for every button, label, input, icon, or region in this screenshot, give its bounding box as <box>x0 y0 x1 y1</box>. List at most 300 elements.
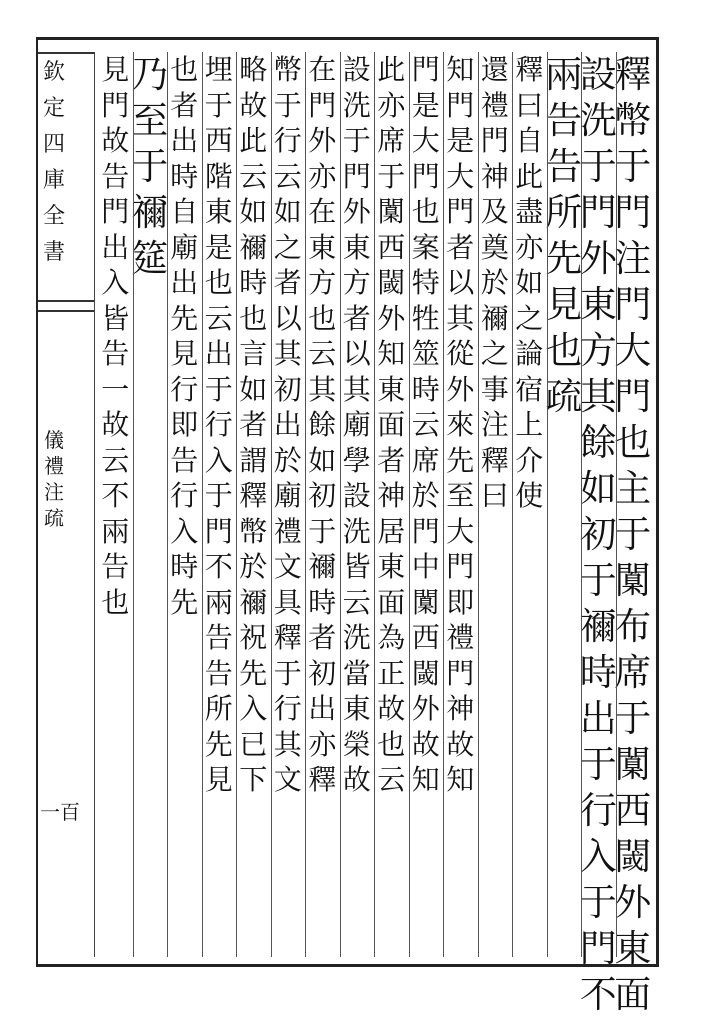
text-char: 筵 <box>131 237 169 280</box>
text-char: 亦 <box>308 159 337 193</box>
text-char: 案 <box>411 230 440 264</box>
text-char: 外 <box>579 237 617 280</box>
text-char: 西 <box>204 124 233 157</box>
text-char: 于 <box>377 159 406 193</box>
text-char: 兩 <box>204 585 233 619</box>
text-char: 上 <box>515 408 544 441</box>
text-char: 也 <box>170 53 199 86</box>
text-char: 也 <box>411 195 440 228</box>
text-char: 故 <box>342 763 371 796</box>
column-rule <box>340 52 341 957</box>
text-char: 以 <box>446 266 475 299</box>
text-char: 西 <box>377 230 406 264</box>
text-char: 從 <box>446 337 475 370</box>
text-char: 幣 <box>239 514 268 548</box>
text-char: 廟 <box>170 230 199 264</box>
text-char: 餘 <box>308 408 337 441</box>
text-char: 洗 <box>342 514 371 548</box>
gutter-char: 書 <box>42 240 65 265</box>
text-char: 闑 <box>614 559 652 602</box>
text-char: 亦 <box>515 230 544 264</box>
text-char: 入 <box>204 443 233 477</box>
text-char: 者 <box>239 408 268 441</box>
text-char: 也 <box>101 585 130 619</box>
text-column <box>340 53 375 802</box>
text-char: 告 <box>170 443 199 477</box>
text-char: 席 <box>377 124 406 157</box>
text-char: 禮 <box>273 514 302 548</box>
text-char: 時 <box>170 159 199 193</box>
text-char: 幣 <box>273 53 302 86</box>
text-char: 於 <box>480 266 509 299</box>
text-char: 所 <box>204 692 233 725</box>
text-char: 先 <box>170 301 199 335</box>
text-char: 知 <box>446 53 475 86</box>
text-char: 筮 <box>411 337 440 370</box>
gutter-char: 禮 <box>44 454 64 478</box>
column-rule <box>616 52 617 957</box>
text-char: 于 <box>342 124 371 157</box>
text-char: 宿 <box>515 372 544 406</box>
text-char: 外 <box>411 692 440 725</box>
text-column <box>443 53 478 802</box>
text-column <box>545 53 583 424</box>
text-char: 入 <box>101 266 130 299</box>
text-char: 即 <box>170 408 199 441</box>
text-char: 特 <box>411 266 440 299</box>
text-char: 于 <box>614 697 652 740</box>
text-char: 時 <box>579 651 617 694</box>
text-char: 如 <box>308 443 337 477</box>
gutter-char: 定 <box>42 96 65 121</box>
text-char: 告 <box>545 99 583 142</box>
text-char: 如 <box>239 195 268 228</box>
text-char: 門 <box>446 88 475 122</box>
text-char: 行 <box>170 372 199 406</box>
text-char: 論 <box>515 337 544 370</box>
text-char: 于 <box>579 881 617 924</box>
text-char: 略 <box>239 53 268 86</box>
text-char: 入 <box>170 514 199 548</box>
text-char: 其 <box>308 372 337 406</box>
gutter-char: 疏 <box>44 506 64 530</box>
text-char: 東 <box>579 283 617 326</box>
text-char: 使 <box>515 479 544 512</box>
text-char: 居 <box>377 514 406 548</box>
text-char: 于 <box>204 372 233 406</box>
text-char: 亦 <box>377 88 406 122</box>
text-char: 于 <box>614 145 652 188</box>
text-char: 初 <box>273 372 302 406</box>
text-char: 釋 <box>515 53 544 86</box>
text-char: 外 <box>446 372 475 406</box>
text-char: 知 <box>377 337 406 370</box>
text-char: 門 <box>411 514 440 548</box>
text-column <box>512 53 547 518</box>
text-char: 閾 <box>614 835 652 878</box>
text-char: 設 <box>342 53 371 86</box>
text-char: 者 <box>308 621 337 654</box>
text-char: 是 <box>411 88 440 122</box>
text-char: 曰 <box>515 88 544 122</box>
text-char: 告 <box>101 159 130 193</box>
text-char: 謂 <box>239 443 268 477</box>
text-char: 即 <box>446 585 475 619</box>
text-char: 介 <box>515 443 544 477</box>
text-char: 一 <box>101 372 130 406</box>
text-char: 時 <box>308 585 337 619</box>
text-char: 行 <box>579 789 617 832</box>
text-char: 故 <box>101 408 130 441</box>
column-rule <box>409 52 410 957</box>
gutter-char: 四 <box>42 132 65 157</box>
text-char: 至 <box>131 99 169 142</box>
text-char: 階 <box>204 159 233 193</box>
text-char: 先 <box>170 585 199 619</box>
text-char: 東 <box>308 230 337 264</box>
column-rule <box>305 52 306 957</box>
text-char: 此 <box>515 159 544 193</box>
text-char: 知 <box>411 763 440 796</box>
text-char: 門 <box>614 375 652 418</box>
text-char: 於 <box>239 550 268 583</box>
text-column <box>131 53 169 286</box>
text-char: 如 <box>273 195 302 228</box>
text-char: 告 <box>204 656 233 690</box>
text-char: 云 <box>204 301 233 335</box>
text-char: 當 <box>342 656 371 690</box>
text-char: 設 <box>342 479 371 512</box>
text-char: 出 <box>170 124 199 157</box>
text-char: 牲 <box>411 301 440 335</box>
text-char: 門 <box>480 124 509 157</box>
text-char: 盡 <box>515 195 544 228</box>
text-char: 知 <box>446 763 475 796</box>
text-char: 於 <box>411 479 440 512</box>
text-char: 也 <box>204 266 233 299</box>
text-char: 禮 <box>446 621 475 654</box>
text-char: 故 <box>377 692 406 725</box>
text-char: 文 <box>273 763 302 796</box>
text-char: 于 <box>204 479 233 512</box>
text-char: 此 <box>377 53 406 86</box>
text-char: 門 <box>614 283 652 326</box>
text-char: 見 <box>545 283 583 326</box>
text-char: 也 <box>308 301 337 335</box>
text-char: 埋 <box>204 53 233 86</box>
text-char: 門 <box>614 191 652 234</box>
text-char: 面 <box>377 408 406 441</box>
text-char: 是 <box>204 230 233 264</box>
text-char: 釋 <box>239 479 268 512</box>
text-char: 行 <box>170 479 199 512</box>
column-rule <box>202 52 203 957</box>
text-char: 其 <box>579 375 617 418</box>
text-char: 于 <box>131 145 169 188</box>
text-char: 釋 <box>273 621 302 654</box>
text-char: 告 <box>101 550 130 583</box>
text-char: 釋 <box>614 53 652 96</box>
column-rule <box>547 52 548 957</box>
text-char: 不 <box>204 550 233 583</box>
gutter-char: 欽 <box>42 60 65 85</box>
text-char: 初 <box>308 479 337 512</box>
text-char: 告 <box>204 621 233 654</box>
text-column <box>579 53 617 1022</box>
text-char: 出 <box>579 697 617 740</box>
text-char: 者 <box>377 443 406 477</box>
text-char: 行 <box>204 408 233 441</box>
text-char: 行 <box>273 692 302 725</box>
text-char: 初 <box>308 656 337 690</box>
text-char: 先 <box>545 237 583 280</box>
text-char: 時 <box>411 372 440 406</box>
text-column <box>167 53 202 624</box>
text-char: 閾 <box>411 656 440 690</box>
text-char: 云 <box>273 159 302 193</box>
text-char: 東 <box>377 372 406 406</box>
text-char: 主 <box>614 467 652 510</box>
text-char: 門 <box>411 53 440 86</box>
text-char: 闑 <box>377 195 406 228</box>
text-char: 廟 <box>342 408 371 441</box>
text-char: 者 <box>273 266 302 299</box>
text-char: 自 <box>515 124 544 157</box>
text-char: 方 <box>308 266 337 299</box>
text-char: 也 <box>545 329 583 372</box>
text-char: 此 <box>239 124 268 157</box>
text-char: 以 <box>273 301 302 335</box>
text-char: 于 <box>579 145 617 188</box>
text-char: 洗 <box>579 99 617 142</box>
text-char: 及 <box>480 195 509 228</box>
text-char: 之 <box>480 337 509 370</box>
text-char: 西 <box>411 621 440 654</box>
text-char: 言 <box>239 337 268 370</box>
text-char: 入 <box>239 692 268 725</box>
text-char: 祝 <box>239 621 268 654</box>
text-char: 大 <box>411 124 440 157</box>
text-char: 為 <box>377 621 406 654</box>
text-char: 不 <box>579 973 617 1016</box>
text-char: 已 <box>239 727 268 761</box>
column-rule <box>374 52 375 957</box>
column-rule <box>581 52 582 957</box>
gutter-series-title <box>40 62 68 278</box>
text-char: 闑 <box>411 585 440 619</box>
text-char: 幣 <box>614 99 652 142</box>
column-rule <box>167 52 168 957</box>
text-column <box>305 53 340 802</box>
text-char: 是 <box>446 124 475 157</box>
text-char: 其 <box>446 301 475 335</box>
text-char: 云 <box>411 408 440 441</box>
text-char: 下 <box>239 763 268 796</box>
text-char: 于 <box>614 513 652 556</box>
frame-border-right <box>656 37 659 967</box>
text-char: 皆 <box>342 550 371 583</box>
text-char: 曰 <box>480 479 509 512</box>
text-char: 神 <box>480 159 509 193</box>
fishtail-mark <box>38 300 94 312</box>
text-char: 東 <box>204 195 233 228</box>
text-column <box>478 53 513 518</box>
text-char: 門 <box>446 656 475 690</box>
text-column <box>202 53 237 802</box>
text-column <box>614 53 652 1022</box>
text-char: 兩 <box>101 514 130 548</box>
text-char: 東 <box>342 692 371 725</box>
text-char: 于 <box>204 88 233 122</box>
text-char: 神 <box>446 692 475 725</box>
frame-border-left <box>36 37 38 967</box>
text-char: 之 <box>515 301 544 335</box>
text-char: 告 <box>101 337 130 370</box>
text-char: 廟 <box>273 479 302 512</box>
text-char: 注 <box>614 237 652 280</box>
text-char: 禰 <box>239 585 268 619</box>
gutter-rule <box>94 52 95 957</box>
text-char: 出 <box>101 230 130 264</box>
text-char: 大 <box>614 329 652 372</box>
text-char: 禰 <box>131 191 169 234</box>
text-char: 在 <box>308 195 337 228</box>
gutter-book-title <box>40 430 68 534</box>
text-char: 以 <box>342 337 371 370</box>
text-char: 奠 <box>480 230 509 264</box>
text-char: 于 <box>273 88 302 122</box>
text-char: 云 <box>239 159 268 193</box>
text-char: 見 <box>170 337 199 370</box>
text-char: 禰 <box>308 550 337 583</box>
text-char: 先 <box>239 656 268 690</box>
text-char: 云 <box>342 585 371 619</box>
text-column <box>236 53 271 802</box>
text-char: 也 <box>377 727 406 761</box>
column-rule <box>271 52 272 957</box>
text-char: 文 <box>273 550 302 583</box>
text-char: 于 <box>579 743 617 786</box>
text-char: 故 <box>446 727 475 761</box>
column-rule <box>478 52 479 957</box>
text-char: 外 <box>614 881 652 924</box>
text-char: 時 <box>239 266 268 299</box>
text-char: 出 <box>308 692 337 725</box>
text-char: 如 <box>515 266 544 299</box>
text-char: 大 <box>446 514 475 548</box>
text-char: 出 <box>170 266 199 299</box>
text-char: 初 <box>579 513 617 556</box>
text-char: 洗 <box>342 88 371 122</box>
text-char: 面 <box>614 973 652 1016</box>
text-char: 皆 <box>101 301 130 335</box>
text-char: 餘 <box>579 421 617 464</box>
gutter-char: 儀 <box>44 428 64 452</box>
text-char: 正 <box>377 656 406 690</box>
text-char: 其 <box>342 372 371 406</box>
text-char: 在 <box>308 53 337 86</box>
text-char: 所 <box>545 191 583 234</box>
text-char: 事 <box>480 372 509 406</box>
text-column <box>271 53 306 802</box>
text-char: 門 <box>446 195 475 228</box>
text-char: 不 <box>101 479 130 512</box>
text-char: 如 <box>579 467 617 510</box>
text-char: 其 <box>273 727 302 761</box>
text-char: 先 <box>204 727 233 761</box>
text-char: 之 <box>273 230 302 264</box>
text-char: 門 <box>446 550 475 583</box>
text-char: 禮 <box>480 88 509 122</box>
text-char: 西 <box>614 789 652 832</box>
gutter-char: 全 <box>42 204 65 229</box>
text-char: 禰 <box>480 301 509 335</box>
text-char: 自 <box>170 195 199 228</box>
text-char: 外 <box>342 195 371 228</box>
text-char: 門 <box>579 927 617 970</box>
text-char: 出 <box>273 408 302 441</box>
text-char: 者 <box>446 230 475 264</box>
text-char: 門 <box>101 88 130 122</box>
text-char: 門 <box>101 195 130 228</box>
text-char: 于 <box>579 559 617 602</box>
text-char: 見 <box>204 763 233 796</box>
text-char: 云 <box>308 337 337 370</box>
gutter-char: 庫 <box>42 168 65 193</box>
text-char: 大 <box>446 159 475 193</box>
text-char: 中 <box>411 550 440 583</box>
text-char: 入 <box>579 835 617 878</box>
text-char: 如 <box>239 372 268 406</box>
frame-border-bottom <box>36 964 658 967</box>
text-char: 具 <box>273 585 302 619</box>
text-char: 門 <box>411 159 440 193</box>
text-char: 也 <box>614 421 652 464</box>
column-rule <box>443 52 444 957</box>
text-char: 來 <box>446 408 475 441</box>
text-char: 注 <box>480 408 509 441</box>
text-char: 釋 <box>480 443 509 477</box>
text-char: 學 <box>342 443 371 477</box>
text-char: 釋 <box>308 763 337 796</box>
text-char: 禰 <box>579 605 617 648</box>
text-char: 門 <box>579 191 617 234</box>
text-char: 告 <box>545 145 583 188</box>
text-char: 云 <box>377 763 406 796</box>
text-column <box>374 53 409 802</box>
text-char: 者 <box>170 88 199 122</box>
text-char: 設 <box>579 53 617 96</box>
text-char: 外 <box>308 124 337 157</box>
text-char: 榮 <box>342 727 371 761</box>
text-char: 也 <box>239 301 268 335</box>
text-char: 時 <box>170 550 199 583</box>
column-rule <box>236 52 237 957</box>
text-char: 行 <box>273 124 302 157</box>
column-rule <box>512 52 513 957</box>
text-char: 疏 <box>545 375 583 418</box>
text-char: 面 <box>377 585 406 619</box>
text-char: 禰 <box>239 230 268 264</box>
text-column <box>409 53 444 802</box>
text-char: 故 <box>239 88 268 122</box>
text-char: 見 <box>101 53 130 86</box>
text-char: 洗 <box>342 621 371 654</box>
text-char: 者 <box>342 301 371 335</box>
text-char: 閾 <box>377 266 406 299</box>
gutter-page-number: 一百 <box>40 800 80 824</box>
gutter-line-top <box>38 52 94 54</box>
